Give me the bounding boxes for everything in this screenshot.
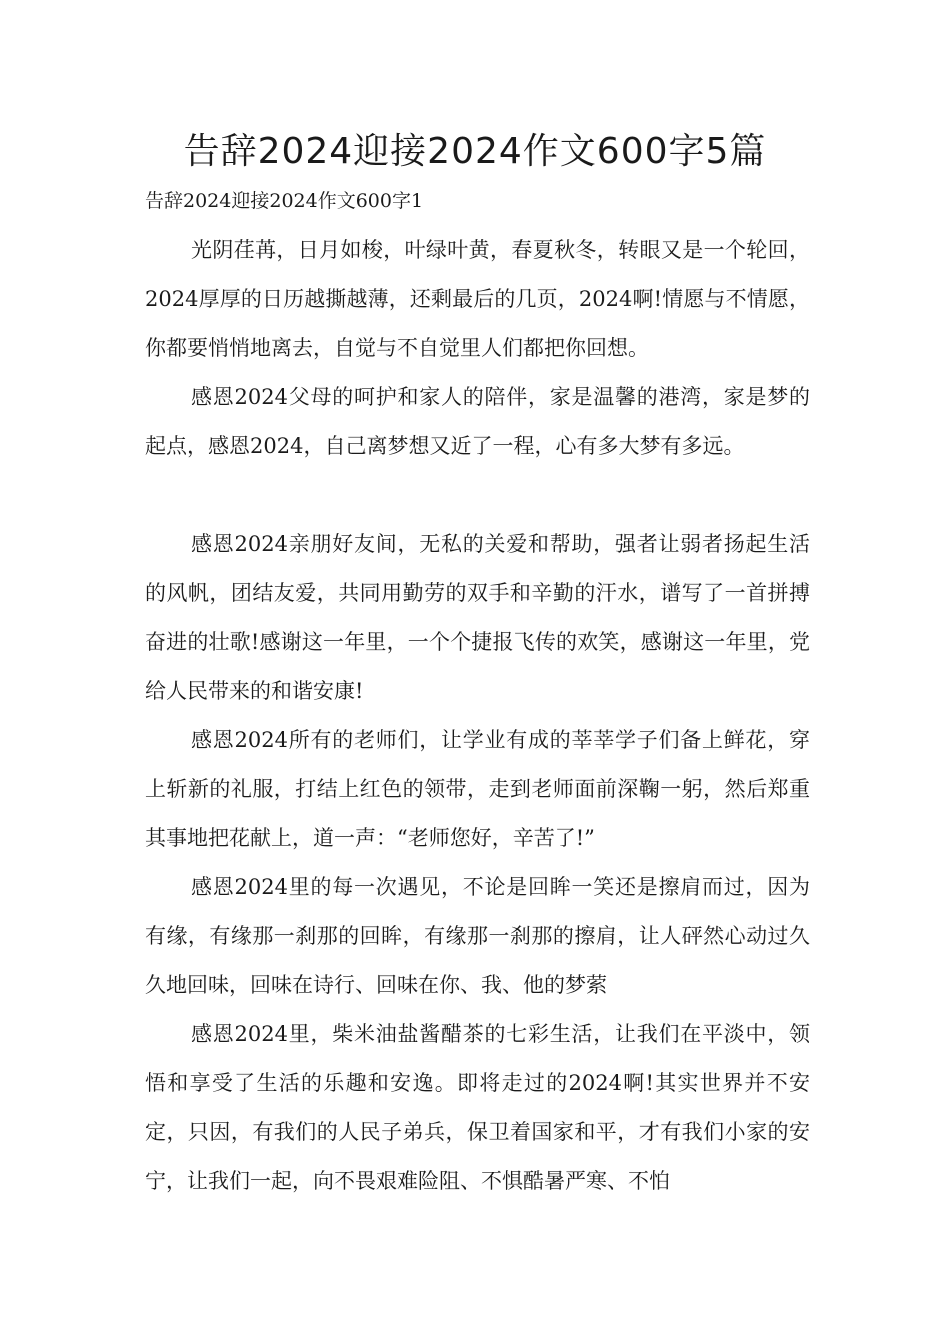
paragraph-3: 感恩2024亲朋好友间，无私的关爱和帮助，强者让弱者扬起生活的风帆，团结友爱，共同用勤劳的双手和辛勤的汗水，谱写了一首拼搏奋进的壮歌!感谢这一年里，一个个捷报飞传的欢笑，感谢这一年里，党给人民带来的和谐安康! (145, 532, 810, 703)
paragraph-5: 感恩2024里的每一次遇见，不论是回眸一笑还是擦肩而过，因为有缘，有缘那一刹那的回眸，有缘那一刹那的擦肩，让人砰然心动过久久地回味，回味在诗行、回味在你、我、他的梦萦 (145, 875, 810, 997)
paragraph-1: 光阴荏苒，日月如梭，叶绿叶黄，春夏秋冬，转眼又是一个轮回，2024厚厚的日历越撕越薄，还剩最后的几页，2024啊!情愿与不情愿，你都要悄悄地离去，自觉与不自觉里人们都把你回想。 (145, 238, 810, 360)
paragraph-4: 感恩2024所有的老师们，让学业有成的莘莘学子们备上鲜花，穿上斩新的礼服，打结上红色的领带，走到老师面前深鞠一躬，然后郑重其事地把花献上，道一声：“老师您好，辛苦了!” (145, 728, 810, 850)
paragraph-6: 感恩2024里，柴米油盐酱醋茶的七彩生活，让我们在平淡中，领悟和享受了生活的乐趣和安逸。即将走过的2024啊!其实世界并不安定，只因，有我们的人民子弟兵，保卫着国家和平，才有我们小家的安宁，让我们一起，向不畏艰难险阻、不惧酷暑严寒、不怕 (145, 1022, 810, 1193)
paragraph-2: 感恩2024父母的呵护和家人的陪伴，家是温馨的港湾，家是梦的起点，感恩2024，自己离梦想又近了一程，心有多大梦有多远。 (145, 385, 810, 458)
document-title: 告辞2024迎接2024作文600字5篇 (183, 131, 767, 172)
document-subtitle: 告辞2024迎接2024作文600字1 (145, 190, 424, 212)
